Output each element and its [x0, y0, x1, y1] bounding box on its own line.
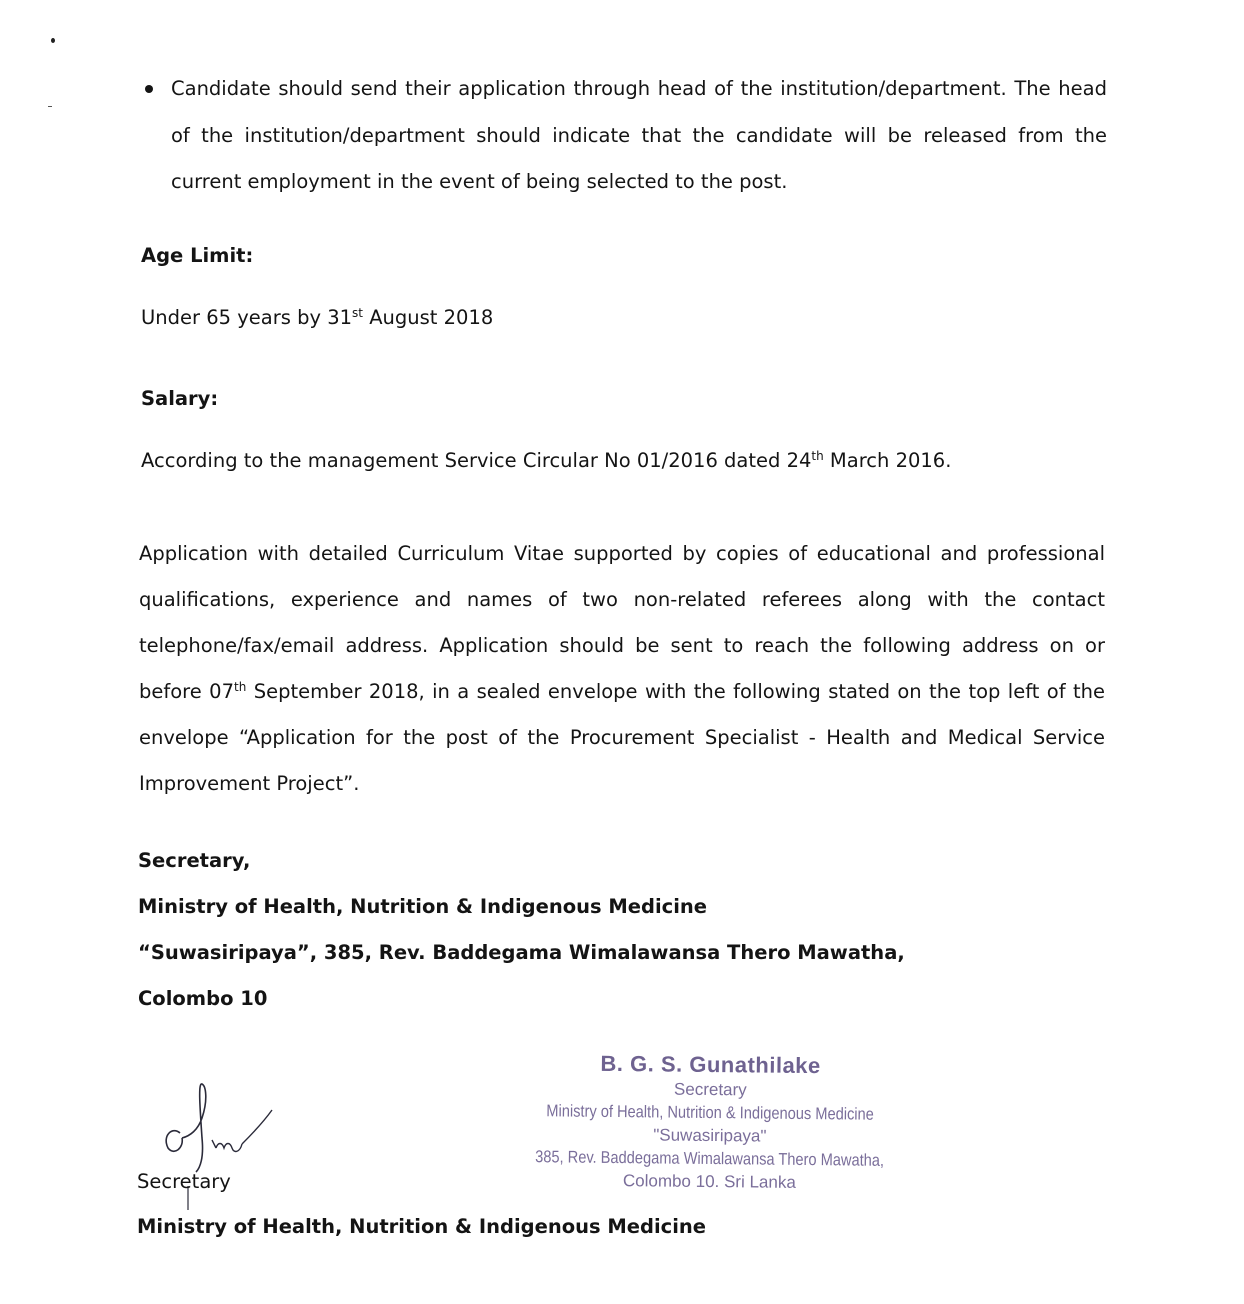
bullet-dot-icon: [145, 85, 153, 93]
official-stamp: [489, 1050, 930, 1196]
application-paragraph: Application with detailed Curriculum Vitae supported by copies of educational and professional qualifications, experience and names of two non-related referees along with the contact telephone/fax/email address. Application should be sent to reach the following address on or before 07th September 2018, in a sealed envelope with the following stated on the top left of the envelope “Application for the post of the Procurement Specialist - Health and Medical Service Improvement Project”.: [139, 542, 1105, 795]
address-line-2: Ministry of Health, Nutrition & Indigenous Medicine: [138, 895, 707, 918]
stamp-street: 385, Rev. Baddegama Wimalawansa Thero Mawatha,: [535, 1147, 885, 1170]
age-limit-text: Under 65 years by 31st August 2018: [141, 306, 494, 329]
salary-text: According to the management Service Circular No 01/2016 dated 24th March 2016.: [141, 449, 952, 472]
scan-mark-dot: [51, 38, 55, 43]
age-limit-heading: Age Limit:: [141, 244, 254, 267]
salary-heading: Salary:: [141, 387, 219, 410]
stamp-building: "Suwasiripaya": [653, 1125, 767, 1146]
address-line-1: Secretary,: [138, 849, 251, 872]
address-line-3: “Suwasiripaya”, 385, Rev. Baddegama Wimalawansa Thero Mawatha,: [138, 941, 905, 964]
stamp-name: B. G. S. Gunathilake: [600, 1050, 821, 1079]
bullet-item: [141, 66, 1107, 206]
stamp-city: Colombo 10. Sri Lanka: [622, 1171, 796, 1192]
address-block: [138, 838, 905, 1022]
signoff-ministry: Ministry of Health, Nutrition & Indigenous Medicine: [137, 1215, 706, 1238]
scan-mark-dash: [48, 106, 52, 107]
stamp-title: Secretary: [673, 1079, 747, 1100]
bullet-text: Candidate should send their application through head of the institution/department. The head of the institution/department should indicate that the candidate will be released from the current employment in the event of being selected to the post.: [171, 77, 1107, 193]
signoff-title: Secretary: [137, 1170, 231, 1193]
stamp-ministry: Ministry of Health, Nutrition & Indigenous Medicine: [546, 1101, 874, 1124]
address-line-4: Colombo 10: [138, 987, 268, 1010]
